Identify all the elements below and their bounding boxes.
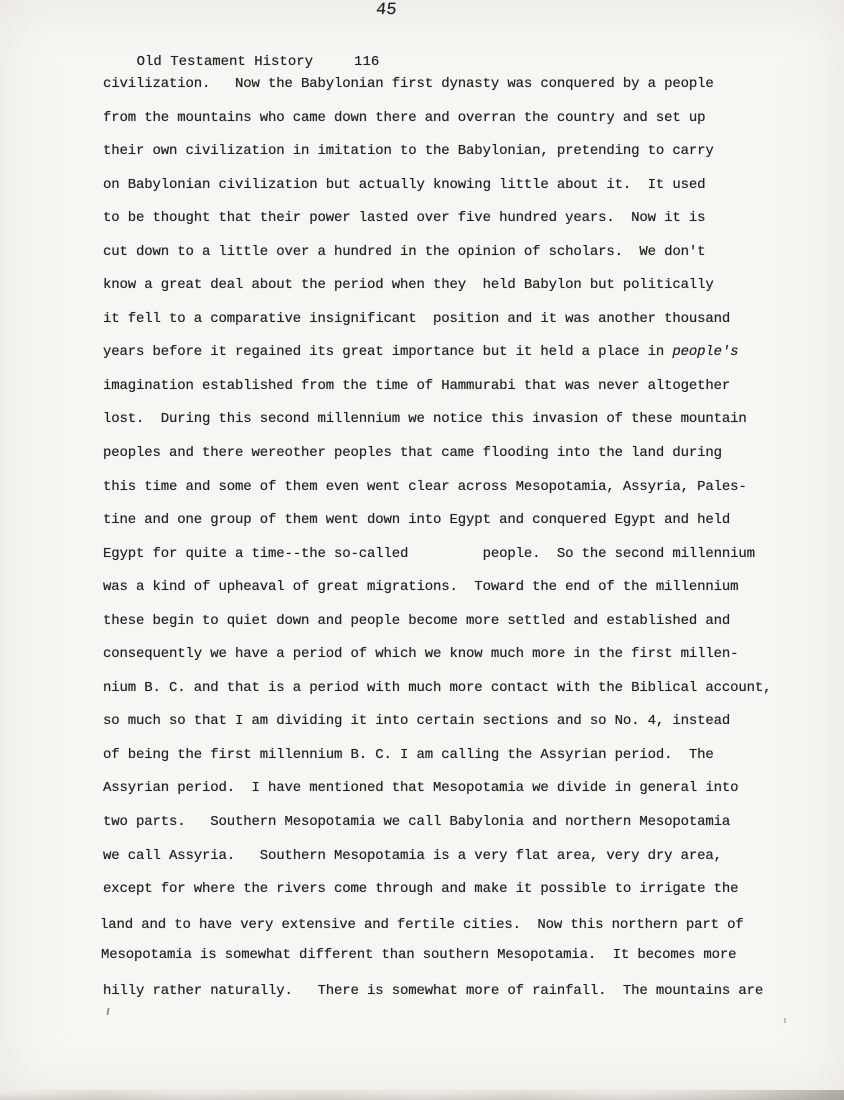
lecture-number: 116	[354, 54, 380, 70]
text-line: their own civilization in imitation to the Babylonian, pretending to carry	[103, 143, 714, 160]
text-line: this time and some of them even went clear across Mesopotamia, Assyria, Pales-	[103, 478, 747, 495]
text-line: two parts. Southern Mesopotamia we call Babylonia and northern Mesopotamia	[103, 814, 731, 831]
text-line: peoples and there wereother peoples that came flooding into the land during	[103, 445, 722, 462]
text-line: Assyrian period. I have mentioned that Mesopotamia we divide in general into	[103, 780, 739, 797]
text-line: except for where the rivers come through and make it possible to irrigate the	[103, 881, 739, 898]
text-line: nium B. C. and that is a period with much more contact with the Biblical account,	[103, 679, 772, 696]
text-line: to be thought that their power lasted over five hundred years. Now it is	[103, 210, 706, 227]
text-line: land and to have very extensive and fertile cities. Now this northern part of	[100, 916, 744, 933]
text-line: we call Assyria. Southern Mesopotamia is a very flat area, very dry area,	[103, 847, 722, 864]
text-line: consequently we have a period of which we know much more in the first millen-	[103, 646, 739, 663]
text-line: tine and one group of them went down into Egypt and conquered Egypt and held	[103, 512, 731, 529]
text-line: Egypt for quite a time--the so-called people. So the second millennium	[103, 545, 755, 562]
page-number: 45	[375, 1, 398, 20]
scan-edge-artifact	[0, 1090, 844, 1100]
text-line: imagination established from the time of Hammurabi that was never altogether	[103, 377, 731, 394]
transcript-body	[100, 68, 793, 1007]
text-line: on Babylonian civilization but actually knowing little about it. It used	[103, 176, 706, 193]
text-line: lost. During this second millennium we notice this invasion of these mountain	[103, 411, 747, 428]
italic-text: people's	[672, 344, 739, 361]
text-line: hilly rather naturally. There is somewhat more of rainfall. The mountains are	[103, 982, 764, 999]
text-line: civilization. Now the Babylonian first dynasty was conquered by a people	[103, 76, 714, 92]
text-segment: years before it regained its great importance but it held a place in	[103, 344, 673, 361]
text-line: know a great deal about the period when they held Babylon but politically	[103, 277, 714, 294]
stray-ink-mark	[106, 1008, 109, 1015]
stray-ink-dot	[784, 1018, 786, 1023]
text-line: these begin to quiet down and people become more settled and established and	[103, 612, 731, 629]
course-title: Old Testament History	[136, 54, 314, 70]
text-line: so much so that I am dividing it into certain sections and so No. 4, instead	[103, 713, 731, 730]
text-line: it fell to a comparative insignificant position and it was another thousand	[103, 310, 731, 327]
text-line: from the mountains who came down there and overran the country and set up	[103, 109, 706, 126]
text-line: of being the first millennium B. C. I am calling the Assyrian period. The	[103, 746, 714, 763]
text-line: cut down to a little over a hundred in the opinion of scholars. We don't	[103, 243, 706, 260]
text-line: was a kind of upheaval of great migrations. Toward the end of the millennium	[103, 579, 739, 596]
text-line: Mesopotamia is somewhat different than southern Mesopotamia. It becomes more	[101, 947, 737, 964]
text-line	[103, 336, 793, 370]
